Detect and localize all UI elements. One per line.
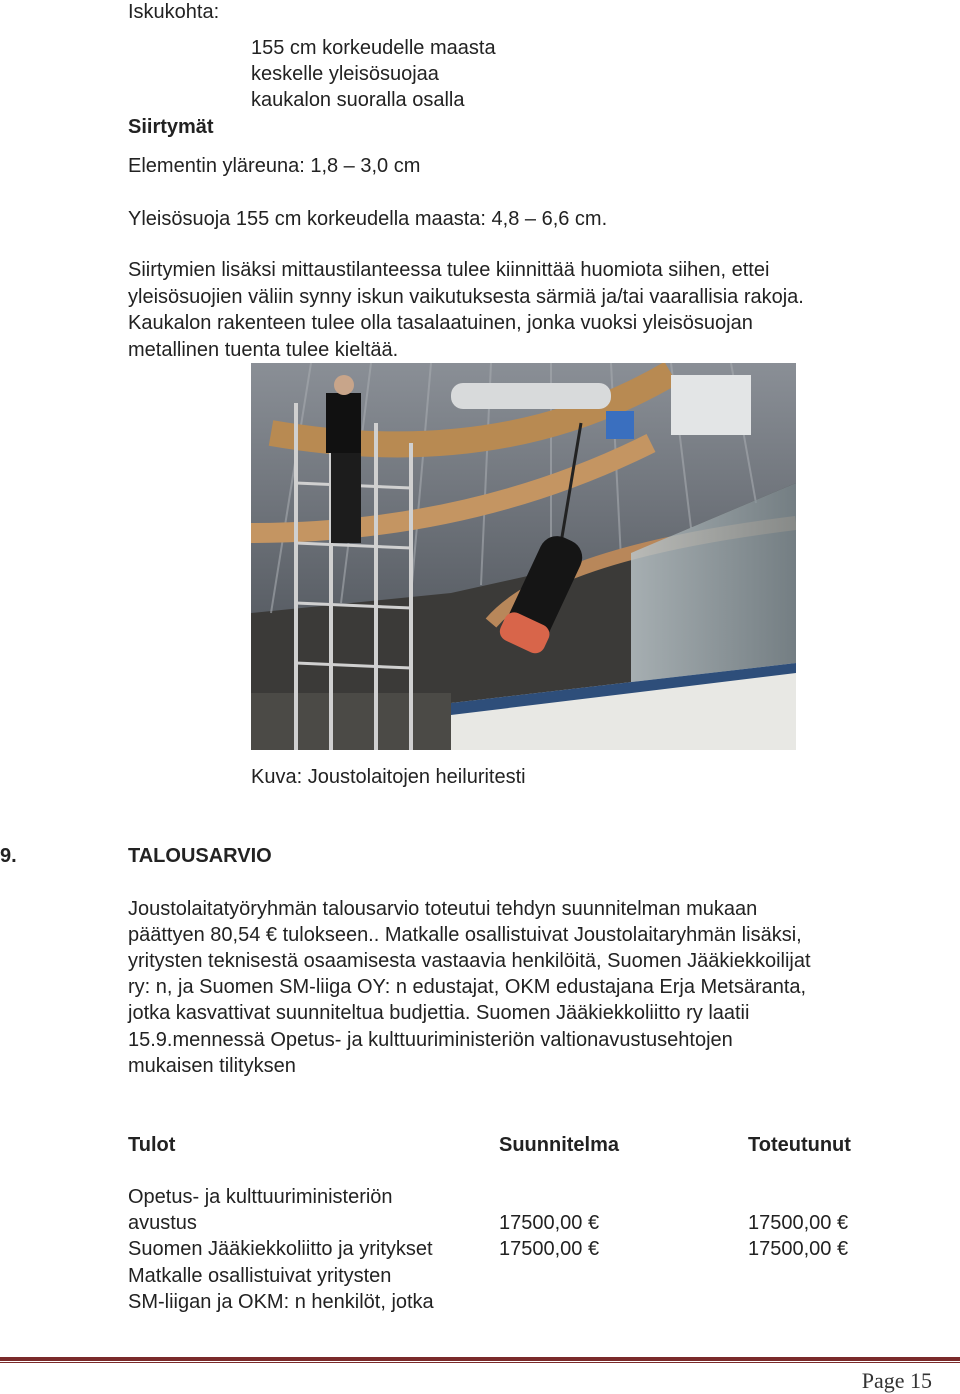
impact-line-1: 155 cm korkeudelle maasta xyxy=(251,37,496,59)
table-header-plan: Suunnitelma xyxy=(499,1134,620,1156)
impact-line-3: kaukalon suoralla osalla xyxy=(251,89,465,111)
table-header-actual: Toteutunut xyxy=(748,1134,851,1156)
shield-displacement: Yleisösuoja 155 cm korkeudella maasta: 4,8 – 6,6 cm. xyxy=(128,208,608,230)
paragraph2-line-6: 15.9.mennessä Opetus- ja kulttuuriministeriön valtionavustusehtojen xyxy=(128,1029,733,1051)
page-number: Page 15 xyxy=(861,1368,932,1393)
footer-rule-thin xyxy=(0,1362,960,1363)
figure-caption: Kuva: Joustolaitojen heiluritesti xyxy=(251,766,526,788)
impact-point-heading: Iskukohta: xyxy=(128,1,220,23)
paragraph2-line-1: Joustolaitatyöryhmän talousarvio toteutui tehdyn suunnitelman mukaan xyxy=(128,898,758,920)
table-row-2-plan: 17500,00 € xyxy=(499,1238,600,1260)
paragraph1-line-2: yleisösuojien väliin synny iskun vaikutuksesta särmiä ja/tai vaarallisia rakoja. xyxy=(128,286,804,308)
paragraph2-line-7: mukaisen tilityksen xyxy=(128,1055,296,1077)
table-row-1-actual: 17500,00 € xyxy=(748,1212,849,1234)
impact-line-2: keskelle yleisösuojaa xyxy=(251,63,439,85)
table-row-1-label-line-2: avustus xyxy=(128,1212,197,1234)
paragraph1-line-4: metallinen tuenta tulee kieltää. xyxy=(128,339,399,361)
table-header-income: Tulot xyxy=(128,1134,176,1156)
displacements-heading: Siirtymät xyxy=(128,116,214,138)
table-row-2-actual: 17500,00 € xyxy=(748,1238,849,1260)
paragraph1-line-1: Siirtymien lisäksi mittaustilanteessa tulee kiinnittää huomiota siihen, ettei xyxy=(128,259,770,281)
paragraph2-line-5: jotka kasvattivat suunniteltua budjettia. Suomen Jääkiekkoliitto ry laatii xyxy=(128,1002,750,1024)
paragraph1-line-3: Kaukalon rakenteen tulee olla tasalaatuinen, jonka vuoksi yleisösuojan xyxy=(128,312,753,334)
table-row-1-plan: 17500,00 € xyxy=(499,1212,600,1234)
footer-rule-thick xyxy=(0,1357,960,1361)
pendulum-test-photo xyxy=(251,363,796,750)
table-row-1-label-line-1: Opetus- ja kulttuuriministeriön xyxy=(128,1186,393,1208)
table-row-3-label-line-2: SM-liigan ja OKM: n henkilöt, jotka xyxy=(128,1291,434,1313)
table-row-2-label: Suomen Jääkiekkoliitto ja yritykset xyxy=(128,1238,433,1260)
table-row-3-label-line-1: Matkalle osallistuivat yritysten xyxy=(128,1265,392,1287)
element-top-displacement: Elementin yläreuna: 1,8 – 3,0 cm xyxy=(128,155,421,177)
section-title-text: TALOUSARVIO xyxy=(128,845,272,867)
paragraph2-line-2: päättyen 80,54 € tulokseen.. Matkalle osallistuivat Joustolaitaryhmän lisäksi, xyxy=(128,924,802,946)
paragraph2-line-4: ry: n, ja Suomen SM-liiga OY: n edustajat, OKM edustajana Erja Metsäranta, xyxy=(128,976,807,998)
paragraph2-line-3: yritysten teknisestä osaamisesta vastaavia henkilöitä, Suomen Jääkiekkoilijat xyxy=(128,950,811,972)
